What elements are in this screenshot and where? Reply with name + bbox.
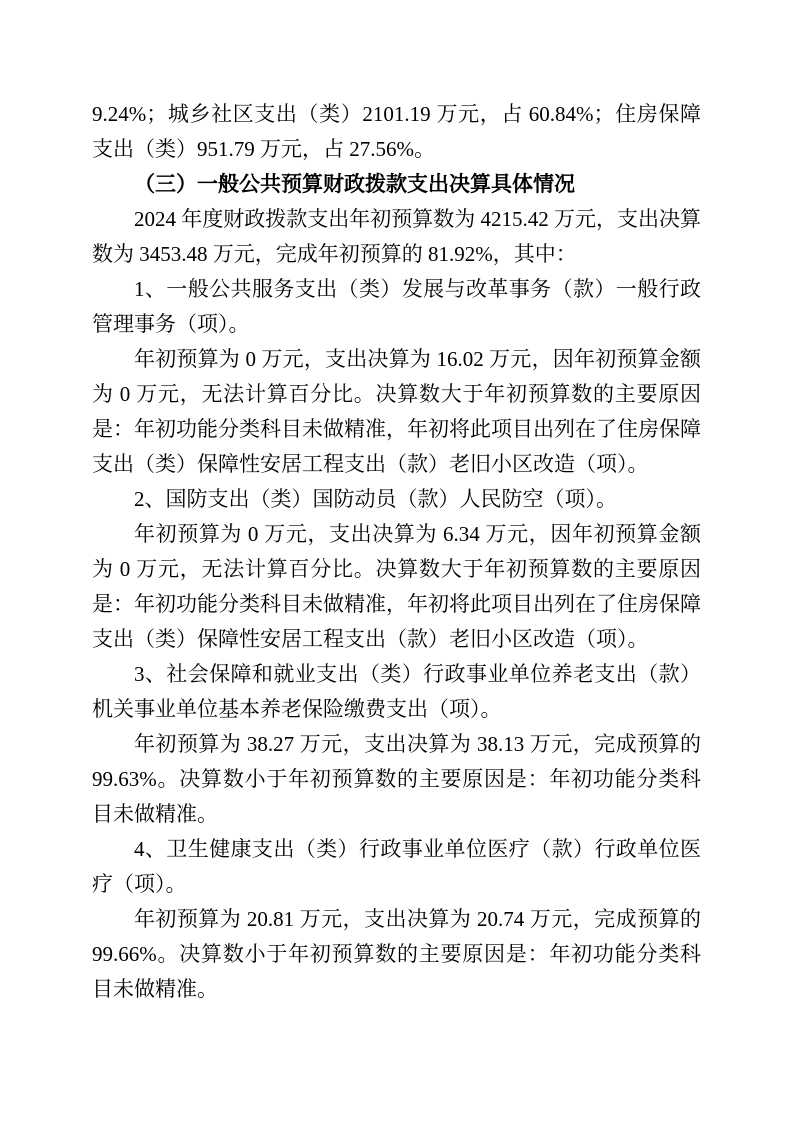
paragraph-item-3-detail: 年初预算为 38.27 万元，支出决算为 38.13 万元，完成预算的 99.63%。决算数小于年初预算数的主要原因是：年初功能分类科目未做精准。 — [92, 732, 701, 826]
paragraph-item-4-title: 4、卫生健康支出（类）行政事业单位医疗（款）行政单位医疗（项）。 — [92, 837, 701, 896]
paragraph-item-1-title: 1、一般公共服务支出（类）发展与改革事务（款）一般行政管理事务（项）。 — [92, 277, 701, 336]
paragraph-budget-summary: 2024 年度财政拨款支出年初预算数为 4215.42 万元，支出决算数为 3453.48 万元，完成年初预算的 81.92%，其中： — [92, 207, 701, 266]
paragraph-item-1-detail: 年初预算为 0 万元，支出决算为 16.02 万元，因年初预算金额为 0 万元，无法计算百分比。决算数大于年初预算数的主要原因是：年初功能分类科目未做精准，年初将此项目出列在了住房保障支出（类）保障性安居工程支出（款）老旧小区改造（项）。 — [92, 347, 701, 476]
paragraph-continued-from-previous-page: 9.24%；城乡社区支出（类）2101.19 万元，占 60.84%；住房保障支出（类）951.79 万元，占 27.56%。 — [92, 102, 701, 161]
paragraph-item-3-title: 3、社会保障和就业支出（类）行政事业单位养老支出（款）机关事业单位基本养老保险缴费支出（项）。 — [92, 662, 701, 721]
section-heading-3: （三）一般公共预算财政拨款支出决算具体情况 — [134, 173, 575, 196]
paragraph-item-2-title: 2、国防支出（类）国防动员（款）人民防空（项）。 — [134, 487, 617, 511]
paragraph-item-4-detail: 年初预算为 20.81 万元，支出决算为 20.74 万元，完成预算的 99.66%。决算数小于年初预算数的主要原因是：年初功能分类科目未做精准。 — [92, 907, 701, 1001]
paragraph-item-2-detail: 年初预算为 0 万元，支出决算为 6.34 万元，因年初预算金额为 0 万元，无法计算百分比。决算数大于年初预算数的主要原因是：年初功能分类科目未做精准，年初将此项目出列在了住房保障支出（类）保障性安居工程支出（款）老旧小区改造（项）。 — [92, 522, 701, 651]
